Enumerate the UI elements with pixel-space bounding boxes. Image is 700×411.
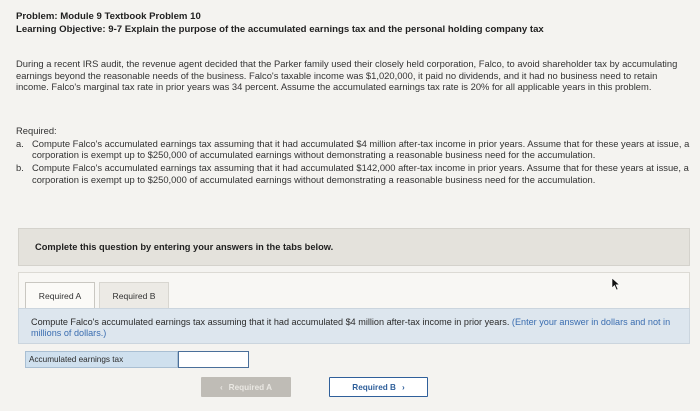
question-box	[18, 308, 690, 344]
problem-intro: During a recent IRS audit, the revenue agent decided that the Parker family used their closely held corporation, Falco, to avoid shareholder tax by accumulating earnings beyond the reasonable needs of the business. Falco's taxable income was $1,020,000, it paid no dividends, and it had no business need to retain income. Falco's marginal tax rate in prior years was 34 percent. Assume the accumulated earnings tax rate is 20% for all applicable years in this problem.	[16, 58, 678, 92]
required-item-letter: a.	[16, 138, 24, 149]
required-title: Required:	[16, 125, 57, 136]
required-item-text: Compute Falco's accumulated earnings tax assuming that it had accumulated $4 million after-tax income in prior years. Assume that for these years at issue, a corporation is exempt up to $250,000 of accumulated earnings without demonstrating a reasonable business need for the accumulation.	[32, 138, 690, 161]
required-item-letter: b.	[16, 162, 24, 174]
tab-required-b[interactable]: Required B	[99, 282, 169, 309]
required-item-text: Compute Falco's accumulated earnings tax assuming that it had accumulated $142,000 after-tax income in prior years. Assume that for these years at issue, a corporation is exempt up to $250,000 of accumulated earnings without demonstrating a reasonable business need for the accumulation.	[32, 162, 689, 185]
mouse-cursor-icon	[611, 277, 621, 291]
instruction-box	[18, 228, 690, 266]
required-list	[16, 138, 696, 187]
tab-required-a[interactable]: Required A	[25, 282, 95, 309]
question-note: (Enter your answer in dollars and not in millions of dollars.)	[31, 317, 671, 338]
instruction-text: Complete this question by entering your answers in the tabs below.	[35, 242, 334, 252]
chevron-left-icon: ‹	[219, 382, 223, 392]
answer-row	[25, 351, 249, 368]
required-item-b	[16, 162, 696, 184]
accumulated-earnings-tax-label: Accumulated earnings tax	[25, 351, 178, 368]
problem-header	[16, 10, 686, 36]
next-required-b-button[interactable]	[329, 377, 428, 397]
previous-button-label: Required A	[228, 382, 273, 392]
next-button-label: Required B	[352, 382, 396, 392]
chevron-right-icon: ›	[401, 382, 405, 392]
question-text	[31, 317, 681, 339]
required-item-a	[16, 138, 696, 160]
question-prompt: Compute Falco's accumulated earnings tax assuming that it had accumulated $4 million after-tax income in prior years.	[31, 317, 510, 327]
learning-objective: Learning Objective: 9-7 Explain the purpose of the accumulated earnings tax and the personal holding company tax	[16, 24, 544, 35]
accumulated-earnings-tax-input[interactable]	[178, 351, 249, 368]
problem-title: Problem: Module 9 Textbook Problem 10	[16, 11, 201, 22]
previous-required-a-button[interactable]	[201, 377, 291, 397]
